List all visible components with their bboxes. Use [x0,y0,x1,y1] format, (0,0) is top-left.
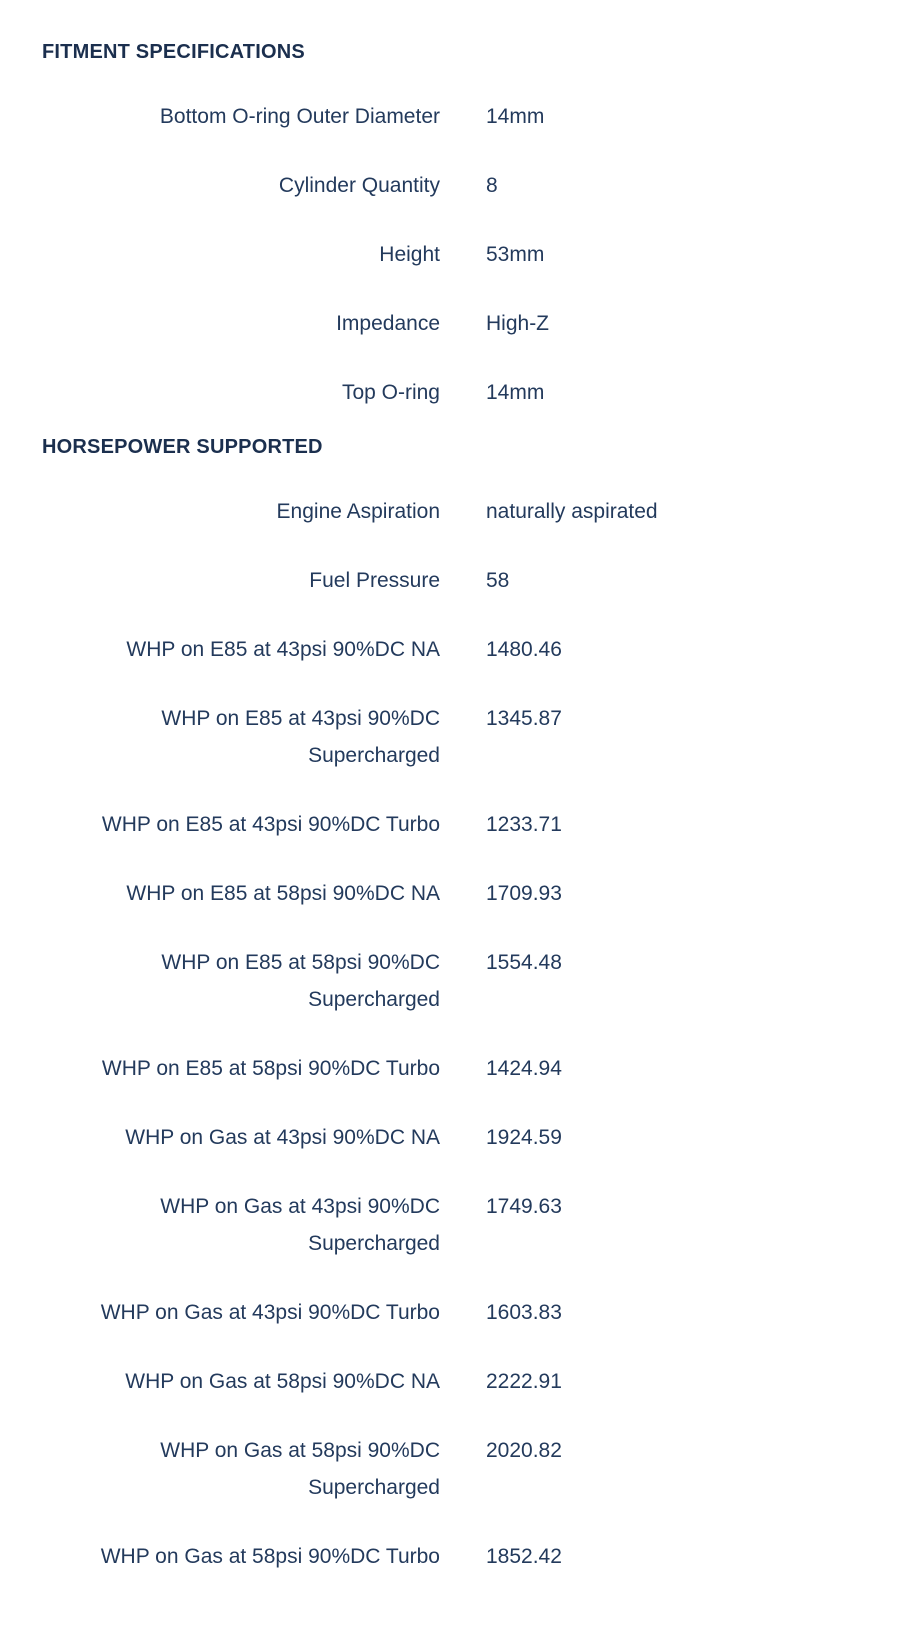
spec-value: 1603.83 [486,1301,562,1324]
spec-row [0,360,904,429]
spec-label: Bottom O-ring Outer Diameter [159,105,440,128]
spec-value: 1424.94 [486,1057,562,1080]
spec-row [0,861,904,930]
spec-value: 8 [486,174,498,197]
spec-row [0,930,904,1036]
spec-value: 2020.82 [486,1439,562,1462]
spec-label: Engine Aspiration [276,500,440,523]
horsepower-supported-section [0,429,904,1593]
spec-row [0,617,904,686]
spec-label: Impedance [336,312,440,335]
spec-label: Height [379,243,440,266]
spec-value: High-Z [486,312,550,335]
spec-value: 1709.93 [486,882,562,905]
spec-label: WHP on E85 at 58psi 90%DC Supercharged [161,951,440,1011]
spec-value: 14mm [486,105,545,128]
spec-label: WHP on E85 at 43psi 90%DC Turbo [101,813,440,836]
spec-value: 1749.63 [486,1195,562,1218]
spec-value: 1233.71 [486,813,562,836]
spec-label: WHP on Gas at 43psi 90%DC Supercharged [160,1195,440,1255]
spec-value: 53mm [486,243,545,266]
spec-label: Fuel Pressure [309,569,440,592]
spec-value: 2222.91 [486,1370,562,1393]
spec-row [0,84,904,153]
spec-row [0,1036,904,1105]
spec-row [0,153,904,222]
spec-label: WHP on Gas at 43psi 90%DC Turbo [100,1301,440,1324]
spec-label: WHP on Gas at 43psi 90%DC NA [125,1126,440,1149]
spec-label: WHP on E85 at 43psi 90%DC NA [126,638,440,661]
spec-label: WHP on E85 at 43psi 90%DC Supercharged [161,707,440,767]
fitment-specifications-section [0,34,904,429]
spec-label: Cylinder Quantity [278,174,440,197]
spec-row [0,291,904,360]
spec-label: WHP on E85 at 58psi 90%DC Turbo [101,1057,440,1080]
spec-value: 14mm [486,381,545,404]
spec-row [0,548,904,617]
spec-value: naturally aspirated [486,500,658,523]
spec-value: 1345.87 [486,707,562,730]
spec-label: WHP on E85 at 58psi 90%DC NA [126,882,440,905]
spec-row [0,479,904,548]
spec-row [0,1349,904,1418]
spec-value: 1554.48 [486,951,562,974]
spec-value: 1924.59 [486,1126,562,1149]
spec-row [0,792,904,861]
spec-value: 1480.46 [486,638,562,661]
section-title: HORSEPOWER SUPPORTED [42,436,323,458]
section-title: FITMENT SPECIFICATIONS [42,41,305,63]
spec-row [0,1105,904,1174]
spec-label: WHP on Gas at 58psi 90%DC Supercharged [160,1439,440,1499]
fitment-spec-table [0,84,904,429]
spec-value: 1852.42 [486,1545,562,1568]
spec-row [0,1174,904,1280]
horsepower-spec-table [0,479,904,1593]
spec-row [0,1280,904,1349]
spec-row [0,222,904,291]
spec-row [0,1418,904,1524]
spec-value: 58 [486,569,510,592]
spec-row [0,686,904,792]
spec-label: WHP on Gas at 58psi 90%DC Turbo [100,1545,440,1568]
spec-label: WHP on Gas at 58psi 90%DC NA [125,1370,440,1393]
spec-row [0,1524,904,1593]
spec-label: Top O-ring [341,381,440,404]
